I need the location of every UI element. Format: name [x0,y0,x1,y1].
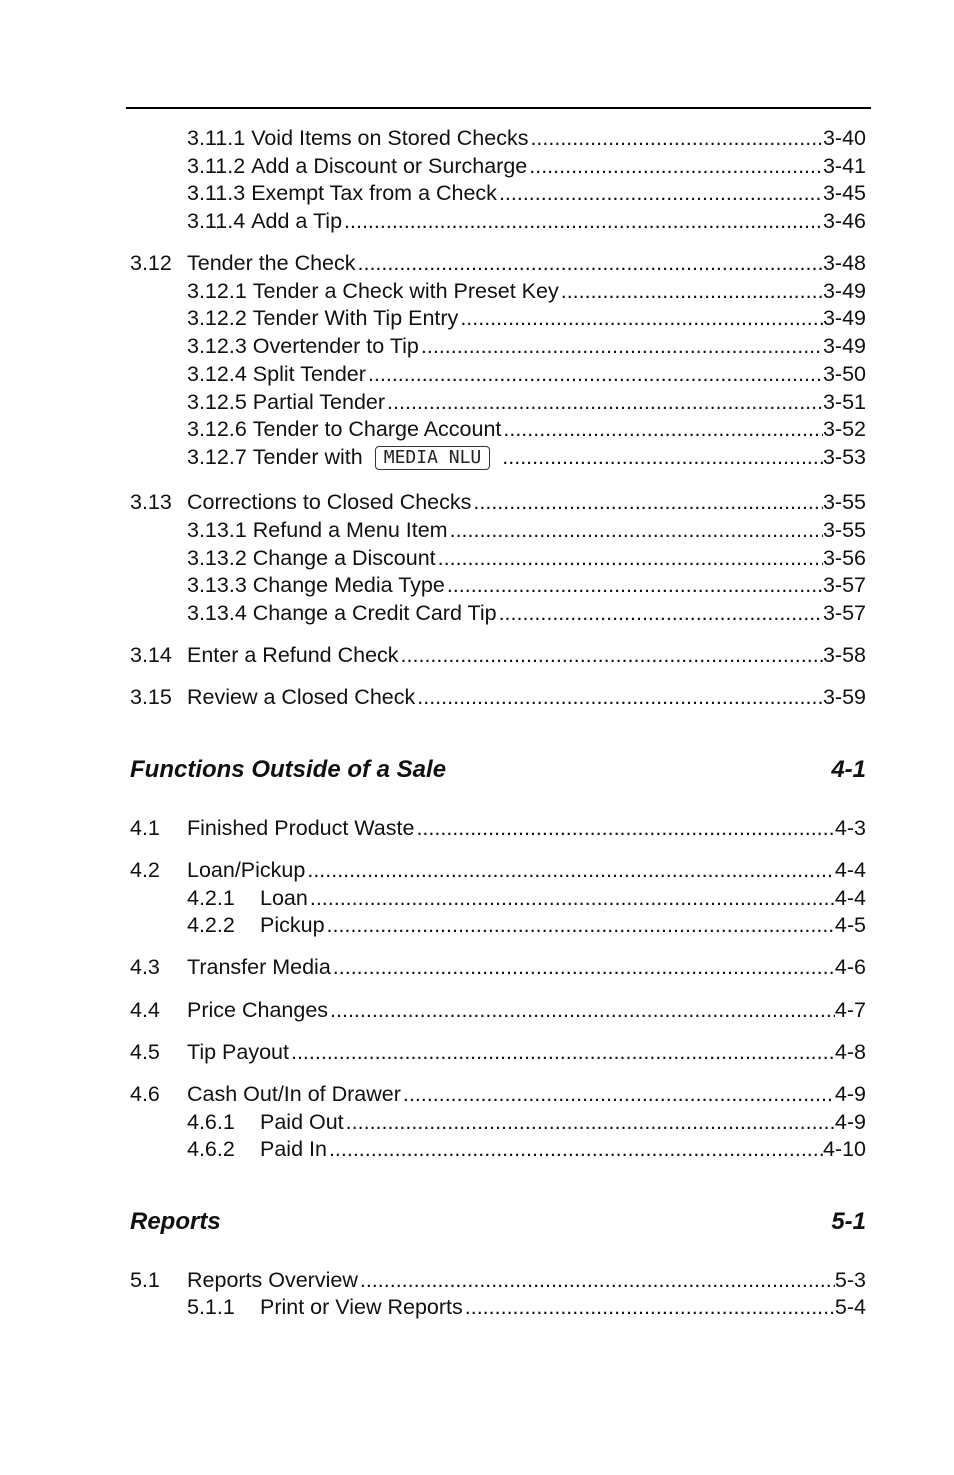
entry-page: 3-49 [822,306,866,330]
entry-number: 3.12.3 [187,334,247,358]
entry-number: 3.14 [130,643,172,667]
entry-page: 3-45 [822,181,866,205]
entry-page: 4-4 [834,858,866,882]
entry-page: 3-55 [822,518,866,542]
toc-entry-3-14[interactable] [130,641,866,669]
dot-leader [436,544,823,572]
entry-page: 4-5 [834,913,866,937]
dot-leader [328,996,835,1024]
entry-title: Reports Overview [187,1268,358,1292]
toc-entry-3-12-4[interactable] [187,360,866,388]
toc-entry-3-12-1[interactable] [187,277,866,305]
dot-leader [366,360,823,388]
entry-title: Cash Out/In of Drawer [187,1082,401,1106]
dot-leader [344,1108,835,1136]
entry-title: Enter a Refund Check [187,643,399,667]
entry-title: Tip Payout [187,1040,289,1064]
entry-title: Overtender to Tip [252,334,419,358]
entry-number: 4.2 [130,858,160,882]
entry-number: 3.12.2 [187,306,247,330]
toc-entry-4-2[interactable] [130,856,866,884]
entry-page: 4-8 [834,1040,866,1064]
entry-title: Price Changes [187,998,329,1022]
entry-number: 5.1.1 [187,1295,235,1319]
dot-leader [327,1135,823,1163]
entry-title: Partial Tender [252,390,386,414]
entry-page: 3-51 [822,390,866,414]
entry-number: 4.3 [130,955,160,979]
dot-leader [399,641,823,669]
toc-entry-4-1[interactable] [130,814,866,842]
entry-title: Paid In [260,1137,327,1161]
entry-number: 3.13.3 [187,573,247,597]
dot-leader [325,911,835,939]
entry-title: Exempt Tax from a Check [251,181,497,205]
dot-leader [385,388,823,416]
entry-page: 3-58 [822,643,866,667]
entry-number: 4.5 [130,1040,160,1064]
entry-title: Tender a Check with Preset Key [252,279,559,303]
entry-number: 3.13.4 [187,601,247,625]
entry-page: 3-57 [822,601,866,625]
entry-title: Print or View Reports [260,1295,463,1319]
toc-entry-3-13-4[interactable] [187,599,866,627]
entry-page: 3-50 [822,362,866,386]
entry-number: 3.11.1 [187,126,246,150]
chapter-title: Functions Outside of a Sale [130,756,447,783]
entry-page: 5-4 [834,1295,866,1319]
entry-number: 4.6.2 [187,1137,235,1161]
dot-leader [528,124,823,152]
toc-entry-3-15[interactable] [130,683,866,711]
toc-entry-5-1[interactable] [130,1266,866,1294]
dot-leader [471,488,823,516]
dot-leader [308,884,835,912]
entry-title: Tender the Check [187,251,356,275]
entry-page: 3-48 [822,251,866,275]
dot-leader [559,277,823,305]
entry-page: 4-9 [834,1110,866,1134]
entry-title: Tender to Charge Account [252,417,502,441]
dot-leader [342,207,823,235]
dot-leader [497,599,823,627]
toc-entry-3-13-3[interactable] [187,571,866,599]
dot-leader [501,415,823,443]
entry-number: 4.2.1 [187,886,235,910]
entry-number: 4.6 [130,1082,160,1106]
entry-title: Pickup [260,913,325,937]
dot-leader [448,516,823,544]
entry-page: 3-49 [822,279,866,303]
chapter-page: 4-1 [831,756,866,783]
entry-number: 3.13.1 [187,518,247,542]
entry-title: Corrections to Closed Checks [187,490,472,514]
entry-title: Add a Tip [251,209,343,233]
entry-number: 3.11.3 [187,181,246,205]
toc-entry-4-6-2[interactable] [187,1135,866,1163]
toc-entry-3-13-2[interactable] [187,544,866,572]
chapter-page: 5-1 [831,1208,866,1235]
entry-page: 3-52 [822,417,866,441]
entry-page: 3-56 [822,546,866,570]
entry-title: Change a Discount [252,546,436,570]
entry-page: 4-4 [834,886,866,910]
toc-entry-3-12-6[interactable] [187,415,866,443]
entry-number: 3.13 [130,490,172,514]
entry-title: Finished Product Waste [187,816,415,840]
entry-page: 4-6 [834,955,866,979]
toc-entry-3-11-1[interactable] [187,124,866,152]
entry-number: 3.13.2 [187,546,247,570]
entry-page: 3-53 [822,445,866,469]
toc-entry-4-3[interactable] [130,953,866,981]
entry-number: 3.12.6 [187,417,247,441]
dot-leader [415,683,823,711]
chapter-heading-5[interactable] [130,1207,866,1237]
entry-number: 3.15 [130,685,172,709]
entry-number: 3.12.5 [187,390,247,414]
entry-number: 3.12.4 [187,362,247,386]
dot-leader [356,249,823,277]
toc-entry-3-12-2[interactable] [187,304,866,332]
entry-page: 3-40 [822,126,866,150]
dot-leader [463,1293,835,1321]
dot-leader [401,1080,835,1108]
toc-entry-4-5[interactable] [130,1038,866,1066]
entry-title: Change Media Type [252,573,445,597]
toc-entry-3-12-3[interactable] [187,332,866,360]
entry-title: Void Items on Stored Checks [251,126,529,150]
entry-number: 4.6.1 [187,1110,235,1134]
entry-page: 3-49 [822,334,866,358]
dot-leader [289,1038,835,1066]
toc-entry-4-2-1[interactable] [187,884,866,912]
toc-entry-3-12-5[interactable] [187,388,866,416]
chapter-title: Reports [130,1208,221,1235]
entry-title: Split Tender [252,362,366,386]
entry-title: Tender with [252,445,363,469]
entry-page: 3-55 [822,490,866,514]
chapter-heading-4[interactable] [130,755,866,785]
dot-leader [305,856,835,884]
toc-entry-4-6-1[interactable] [187,1108,866,1136]
dot-leader [497,179,823,207]
entry-page: 4-7 [834,998,866,1022]
toc-entry-3-11-2[interactable] [187,152,866,180]
toc-entry-3-12[interactable] [130,249,866,277]
dot-leader [527,152,823,180]
entry-page: 3-46 [822,209,866,233]
toc-entry-3-12-7[interactable] [187,443,866,471]
dot-leader [500,443,823,471]
entry-title: Paid Out [260,1110,344,1134]
entry-number: 3.12.1 [187,279,247,303]
toc-entry-3-13-1[interactable] [187,516,866,544]
entry-title: Add a Discount or Surcharge [251,154,528,178]
entry-number: 4.4 [130,998,160,1022]
entry-page: 3-59 [822,685,866,709]
toc-entry-4-2-2[interactable] [187,911,866,939]
entry-number: 4.2.2 [187,913,235,937]
entry-number: 3.12 [130,251,172,275]
media-nlu-key: MEDIA NLU [375,446,491,470]
entry-number: 3.11.2 [187,154,246,178]
toc-entry-3-11-3[interactable] [187,179,866,207]
toc-entry-4-6[interactable] [130,1080,866,1108]
entry-title: Tender With Tip Entry [252,306,459,330]
entry-page: 4-10 [822,1137,866,1161]
entry-page: 3-41 [822,154,866,178]
dot-leader [445,571,823,599]
toc-entry-3-13[interactable] [130,488,866,516]
entry-page: 4-3 [834,816,866,840]
entry-number: 3.12.7 [187,445,247,469]
entry-number: 5.1 [130,1268,160,1292]
toc-entry-4-4[interactable] [130,996,866,1024]
entry-number: 4.1 [130,816,160,840]
entry-title: Loan/Pickup [187,858,306,882]
entry-title: Change a Credit Card Tip [252,601,497,625]
entry-number: 3.11.4 [187,209,246,233]
dot-leader [358,1266,835,1294]
dot-leader [458,304,823,332]
entry-page: 3-57 [822,573,866,597]
entry-title: Transfer Media [187,955,331,979]
entry-title: Refund a Menu Item [252,518,448,542]
entry-title: Review a Closed Check [187,685,416,709]
dot-leader [331,953,835,981]
toc-entry-3-11-4[interactable] [187,207,866,235]
dot-leader [419,332,823,360]
dot-leader [414,814,834,842]
entry-title: Loan [260,886,308,910]
toc-entry-5-1-1[interactable] [187,1293,866,1321]
entry-page: 4-9 [834,1082,866,1106]
entry-page: 5-3 [834,1268,866,1292]
